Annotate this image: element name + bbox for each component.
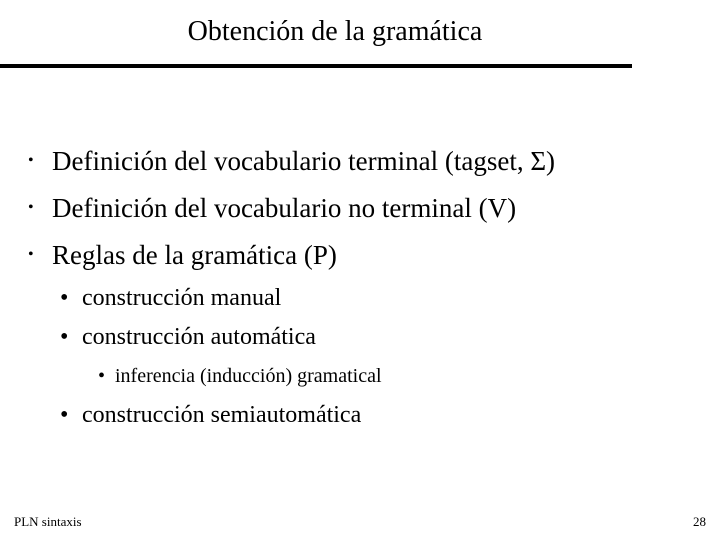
footer-course-label: PLN sintaxis [14, 514, 82, 529]
bullet-marker: • [98, 365, 106, 387]
sub-bullet-text: construcción automática [82, 324, 316, 350]
bullet-marker: • [60, 402, 69, 428]
page-number: 28 [693, 514, 706, 529]
bullet-marker: • [28, 246, 34, 263]
bullet-marker: • [28, 199, 34, 216]
slide-title: Obtención de la gramática [187, 16, 483, 47]
sub-bullet-text: construcción semiautomática [82, 402, 362, 428]
bullet-text: Reglas de la gramática (P) [52, 240, 337, 270]
bullet-text: Definición del vocabulario no terminal (V) [52, 193, 517, 223]
bullet-marker: • [28, 152, 34, 169]
bullet-text: Definición del vocabulario terminal (tagset, Σ) [52, 146, 556, 176]
title-underline [0, 64, 632, 68]
sub-sub-bullet-text: inferencia (inducción) gramatical [115, 365, 382, 387]
sub-bullet-text: construcción manual [82, 285, 282, 311]
bullet-marker: • [60, 285, 69, 311]
bullet-marker: • [60, 324, 69, 350]
